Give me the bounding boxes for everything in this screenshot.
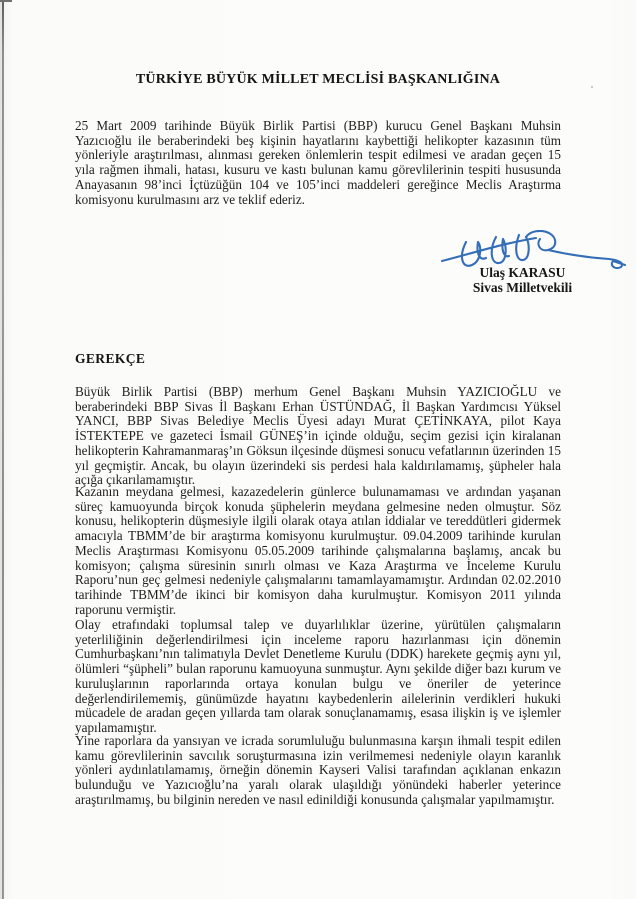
scan-corner-mark bbox=[0, 0, 12, 2]
justification-paragraph-2: Kazanın meydana gelmesi, kazazedelerin günlerce bulunamaması ve ardından yaşanan süreç kamuoyunda birçok konuda şüphelerin meydana gelmesine neden olmuştur. Söz konusu, helikopterin düşmesiyle ilgili olarak otaya atılan iddialar ve tereddütleri gidermek amacıyla TBMM’de bir araştırma komisyonu kurulmuştur. 09.04.2009 tarihinde kurulan Meclis Araştırması Komisyonu 05.05.2009 tarihinde çalışmalarına başlamış, ancak bu komisyon; çalışma süresinin sınırlı olması ve Kaza Araştırma ve İnceleme Kurulu Raporu’nun geç gelmesi nedeniyle çalışmalarını tamamlayamamıştır. Ardından 02.02.2010 tarihinde TBMM’de ikinci bir komisyon daha kurulmuştur. Komisyon 2011 yılında raporunu vermiştir. bbox=[75, 484, 561, 617]
signature-block bbox=[420, 228, 625, 295]
scan-edge-artifact bbox=[2, 0, 4, 899]
petition-paragraph: 25 Mart 2009 tarihinde Büyük Birlik Partisi (BBP) kurucu Genel Başkanı Muhsin Yazıcıoğlu ile beraberindeki beş kişinin hayatlarını kaybettiği helikopter kazasının tüm yönleriyle araştırılması, alınması gereken önlemlerin tespit edilmesi ve aradan geçen 15 yıla rağmen ihmali, hatası, kusuru ve kastı bulunan kamu görevlilerinin tespiti hususunda Anayasanın 98’inci İçtüzüğün 104 ve 105’inci maddeleri gereğince Meclis Araştırma komisyonu kurulmasını arz ve teklif ederiz. bbox=[75, 118, 561, 207]
justification-paragraph-1: Büyük Birlik Partisi (BBP) merhum Genel Başkanı Muhsin YAZICIOĞLU ve beraberindeki BBP Sivas İl Başkanı Erhan ÜSTÜNDAĞ, İl Başkan Yardımcısı Yüksel YANCI, BBP Sivas Belediye Meclis Üyesi adayı Murat ÇETİNKAYA, pilot Kaya İSTEKTEPE ve gazeteci İsmail GÜNEŞ’in içinde olduğu, seçim gezisi için kiralanan helikopterin Kahramanmaraş’ın Göksun ilçesinde düşmesi sonucu vefatlarının üzerinden 15 yıl geçmiştir. Ancak, bu olayın üzerindeki sis perdesi hala kaldırılamamış, şüpheler hala açığa çıkarılamamıştır. bbox=[75, 384, 561, 488]
section-heading-gerekce: GEREKÇE bbox=[75, 351, 146, 366]
justification-paragraph-4: Yine raporlara da yansıyan ve icrada sorumluluğu bulunmasına karşın ihmali tespit edilen kamu görevlilerinin savcılık soruşturmasına izin verilmemesi nedeniyle olayın karanlık yönleri aydınlatılamamış, örneğin dönemin Kayseri Valisi tarafından açıklanan enkazın bulunduğu ve Yazıcıoğlu’na yaralı olarak ulaşıldığı yönündeki haberler yeterince araştırılmamış, bu bilginin nereden ve nasıl edinildiği konusunda çalışmalar yapılmamıştır. bbox=[75, 733, 561, 807]
document-title: TÜRKİYE BÜYÜK MİLLET MECLİSİ BAŞKANLIĞINA bbox=[135, 72, 501, 87]
signer-name: Ulaş KARASU bbox=[479, 265, 566, 280]
signer-title: Sivas Milletvekili bbox=[472, 280, 573, 295]
justification-paragraph-3: Olay etrafındaki toplumsal talep ve duyarlılıklar üzerine, yürütülen çalışmaların yeterliliğinin değerlendirilmesi için inceleme raporu hazırlanması için dönemin Cumhurbaşkanı’nın talimatıyla Devlet Denetleme Kurulu (DDK) harekete geçmiş aynı yıl, ölümleri “şüpheli” bulan raporunu kamuoyuna sunmuştur. Aynı şekilde diğer bazı kurum ve kuruluşlarının raporlarında ortaya konulan bulgu ve öneriler de yeterince değerlendirilememiş, günümüzde hayatını kaybedenlerin ailelerinin verdikleri hukuki mücadele de aradan geçen yıllarda tam olarak sonuçlanamamış, esasa ilişkin iş ve işlemler yapılamamıştır. bbox=[75, 617, 561, 735]
